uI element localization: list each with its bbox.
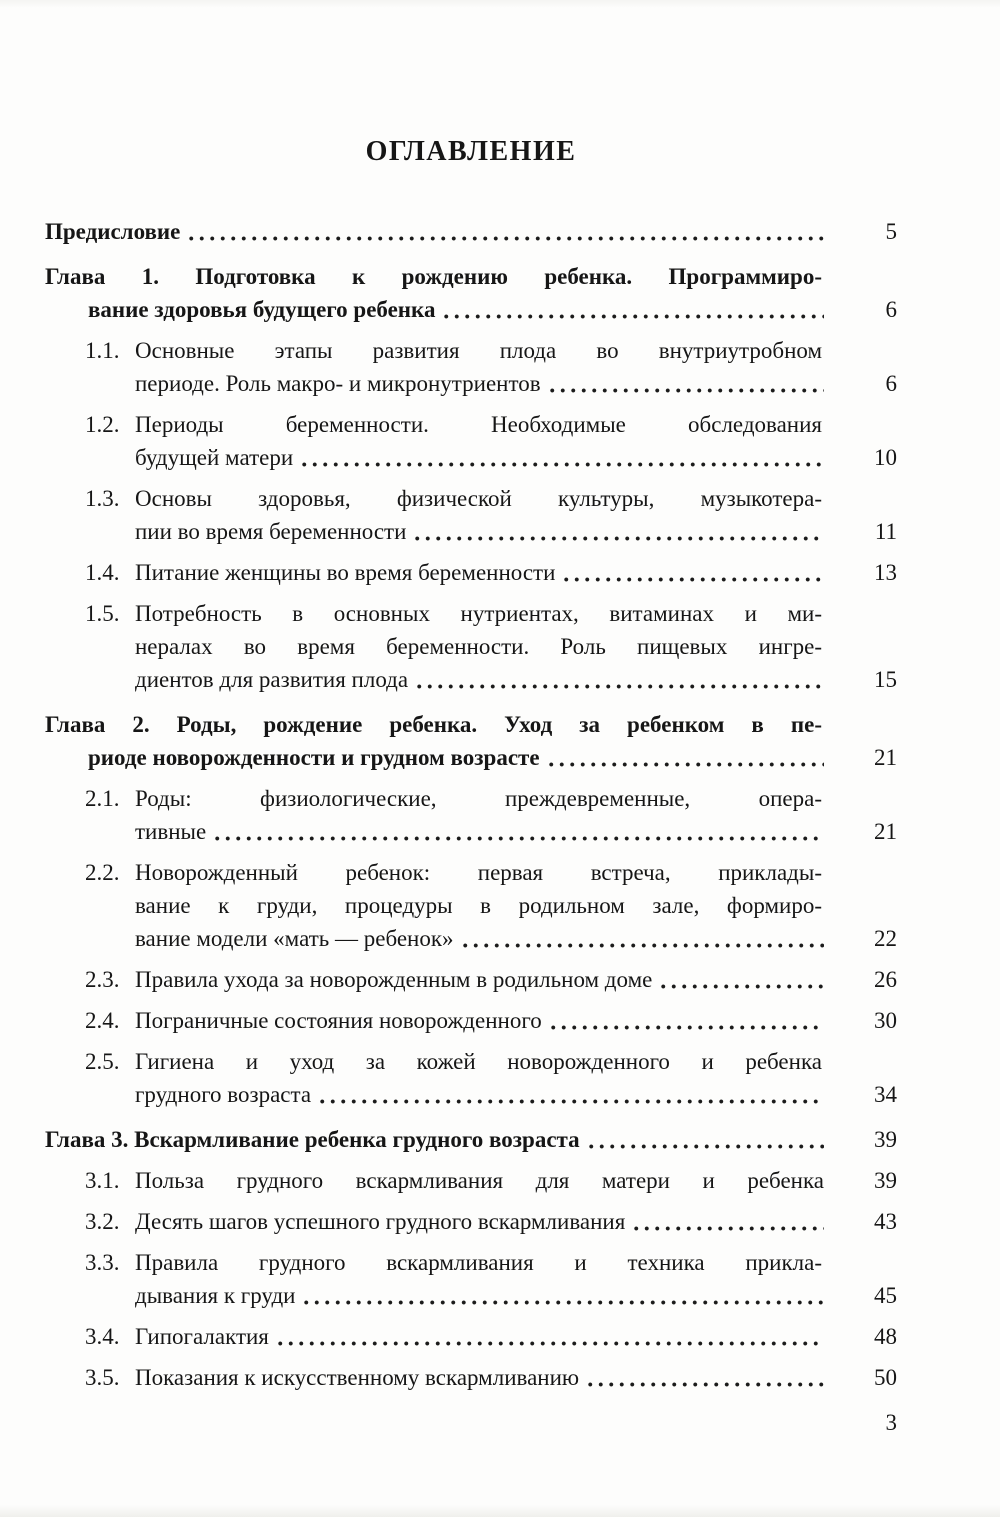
toc-entry (45, 782, 897, 848)
section-number: 2.5. (85, 1049, 120, 1074)
dot-leader (184, 215, 824, 248)
dot-leader (559, 556, 824, 589)
toc-page-ref: 5 (885, 219, 897, 244)
toc-page-ref: 34 (874, 1082, 897, 1107)
toc-page-ref: 21 (874, 745, 897, 770)
toc-entry-text: периоде. Роль макро- и микронутриентов (135, 371, 541, 396)
toc-entry-line (135, 630, 822, 663)
toc-entry-line (45, 708, 822, 741)
section-number: 3.2. (85, 1209, 120, 1234)
dot-leader (299, 1279, 824, 1312)
dot-leader (583, 1361, 824, 1394)
toc-page-ref: 6 (885, 297, 897, 322)
toc-entry (45, 482, 897, 548)
dot-leader (545, 367, 824, 400)
toc-page-ref: 50 (874, 1365, 897, 1390)
toc-entry-text: Правила грудного вскармливания и техника прикла- (135, 1250, 822, 1275)
toc-entry-text: вание здоровья будущего ребенка (88, 297, 436, 322)
toc-entry-line (135, 441, 897, 474)
toc-entry-line (85, 1320, 897, 1353)
toc-entry-line (85, 1164, 897, 1197)
toc-entry-text: Польза грудного вскармливания для матери и ребенка (135, 1168, 824, 1193)
toc-entry-text: Предисловие (45, 219, 181, 244)
toc-page-ref: 15 (874, 667, 897, 692)
toc-entry-line (85, 597, 822, 630)
toc-entry-text: Гипогалактия (135, 1324, 269, 1349)
toc-page-ref: 26 (874, 967, 897, 992)
toc-entry-line (135, 1078, 897, 1111)
dot-leader (410, 515, 824, 548)
toc-entry-line (85, 1361, 897, 1394)
toc-entry (45, 408, 897, 474)
toc-entry-line (85, 334, 822, 367)
toc-entry-text: Гигиена и уход за кожей новорожденного и ребенка (135, 1049, 822, 1074)
toc-entry-text: Основы здоровья, физической культуры, музыкотера- (135, 486, 822, 511)
toc-entry-text: Роды: физиологические, преждевременные, опера- (135, 786, 822, 811)
dot-leader (210, 815, 824, 848)
section-number: 1.4. (85, 560, 120, 585)
toc-entry-text: пии во время беременности (135, 519, 407, 544)
toc-entry-line (135, 367, 897, 400)
toc-entry-text: нералах во время беременности. Роль пищевых ингре- (135, 634, 822, 659)
page-title: ОГЛАВЛЕНИЕ (365, 136, 577, 167)
toc-entry-text: тивные (135, 819, 207, 844)
toc-entry-line (135, 1279, 897, 1312)
dot-leader (544, 741, 824, 774)
section-number: 2.3. (85, 967, 120, 992)
toc-entry (45, 1320, 897, 1353)
dot-leader (656, 963, 824, 996)
toc-entry (45, 1164, 897, 1197)
toc-entry (45, 260, 897, 326)
toc-entry-text: грудного возраста (135, 1082, 312, 1107)
toc-entry (45, 334, 897, 400)
toc-page-ref: 48 (874, 1324, 897, 1349)
toc-entry (45, 1004, 897, 1037)
toc-entry (45, 1045, 897, 1111)
toc-page-ref: 13 (874, 560, 897, 585)
toc-page-ref: 21 (874, 819, 897, 844)
toc-entry-text: Показания к искусственному вскармливанию (135, 1365, 580, 1390)
toc-page-ref: 45 (874, 1283, 897, 1308)
toc-page-ref: 39 (874, 1168, 897, 1193)
toc-entry (45, 215, 897, 248)
toc-entry-text: Правила ухода за новорожденным в родильном доме (135, 967, 653, 992)
toc-entry-text: Потребность в основных нутриентах, витаминах и ми- (135, 601, 822, 626)
toc-entry-text: Периоды беременности. Необходимые обследования (135, 412, 822, 437)
toc-entry-line (88, 741, 897, 774)
toc-entry-text: Десять шагов успешного грудного вскармливания (135, 1209, 626, 1234)
toc-entry (45, 963, 897, 996)
toc-entry-line (85, 782, 822, 815)
toc-entry-line (85, 1045, 822, 1078)
toc-entry-text: Питание женщины во время беременности (135, 560, 556, 585)
toc-entry-text: дывания к груди (135, 1283, 296, 1308)
dot-leader (458, 922, 824, 955)
toc-page-ref: 30 (874, 1008, 897, 1033)
toc-entry-text: Основные этапы развития плода во внутриутробном (135, 338, 822, 363)
section-number: 1.5. (85, 601, 120, 626)
section-number: 3.5. (85, 1365, 120, 1390)
toc-entry-line (45, 1123, 897, 1156)
toc-entry-text: Глава 3. Вскармливание ребенка грудного возраста (45, 1127, 580, 1152)
section-number: 1.2. (85, 412, 120, 437)
toc-entry (45, 856, 897, 955)
toc-page-ref: 39 (874, 1127, 897, 1152)
toc-entry-text: Глава 2. Роды, рождение ребенка. Уход за ребенком в пе- (45, 712, 822, 737)
toc-entry-line (135, 515, 897, 548)
toc-entry-text: Глава 1. Подготовка к рождению ребенка. Программиро- (45, 264, 822, 289)
toc-entry-line (135, 815, 897, 848)
toc-entry (45, 1123, 897, 1156)
toc-entry-line (85, 856, 822, 889)
toc-entry-line (85, 1205, 897, 1238)
dot-leader (315, 1078, 824, 1111)
toc-page-ref: 11 (874, 519, 897, 544)
toc-page-ref: 43 (874, 1209, 897, 1234)
toc-entry (45, 708, 897, 774)
toc-entry (45, 1361, 897, 1394)
scan-edge-bottom (0, 1505, 1000, 1517)
toc-page-ref: 6 (885, 371, 897, 396)
toc-entry-line (45, 260, 822, 293)
toc-entry-text: Новорожденный ребенок: первая встреча, приклады- (135, 860, 822, 885)
section-number: 3.3. (85, 1250, 120, 1275)
toc-entry (45, 597, 897, 696)
dot-leader (629, 1205, 824, 1238)
dot-leader (439, 293, 824, 326)
toc-entry-line (88, 293, 897, 326)
dot-leader (273, 1320, 824, 1353)
page-number: 3 (885, 1410, 897, 1435)
section-number: 3.1. (85, 1168, 120, 1193)
toc-entry-line (135, 922, 897, 955)
dot-leader (412, 663, 824, 696)
toc-entry-line (45, 215, 897, 248)
toc-page-ref: 22 (874, 926, 897, 951)
table-of-contents (45, 215, 897, 1394)
toc-entry-text: Пограничные состояния новорожденного (135, 1008, 542, 1033)
dot-leader (584, 1123, 824, 1156)
section-number: 2.4. (85, 1008, 120, 1033)
dot-leader (546, 1004, 824, 1037)
toc-entry-line (135, 663, 897, 696)
toc-entry-line (135, 889, 822, 922)
section-number: 1.3. (85, 486, 120, 511)
toc-entry-text: вание к груди, процедуры в родильном зале, формиро- (135, 893, 822, 918)
section-number: 2.2. (85, 860, 120, 885)
toc-page-ref: 10 (874, 445, 897, 470)
toc-entry-line (85, 1246, 822, 1279)
toc-entry-line (85, 963, 897, 996)
section-number: 1.1. (85, 338, 120, 363)
toc-entry-text: риоде новорожденности и грудном возрасте (88, 745, 540, 770)
toc-entry (45, 1205, 897, 1238)
section-number: 3.4. (85, 1324, 120, 1349)
dot-leader (297, 441, 824, 474)
toc-entry-line (85, 556, 897, 589)
toc-entry-line (85, 1004, 897, 1037)
toc-entry (45, 556, 897, 589)
toc-entry-line (85, 408, 822, 441)
toc-entry (45, 1246, 897, 1312)
toc-entry-text: вание модели «мать — ребенок» (135, 926, 454, 951)
section-number: 2.1. (85, 786, 120, 811)
toc-entry-text: диентов для развития плода (135, 667, 409, 692)
toc-entry-text: будущей матери (135, 445, 294, 470)
toc-entry-line (85, 482, 822, 515)
